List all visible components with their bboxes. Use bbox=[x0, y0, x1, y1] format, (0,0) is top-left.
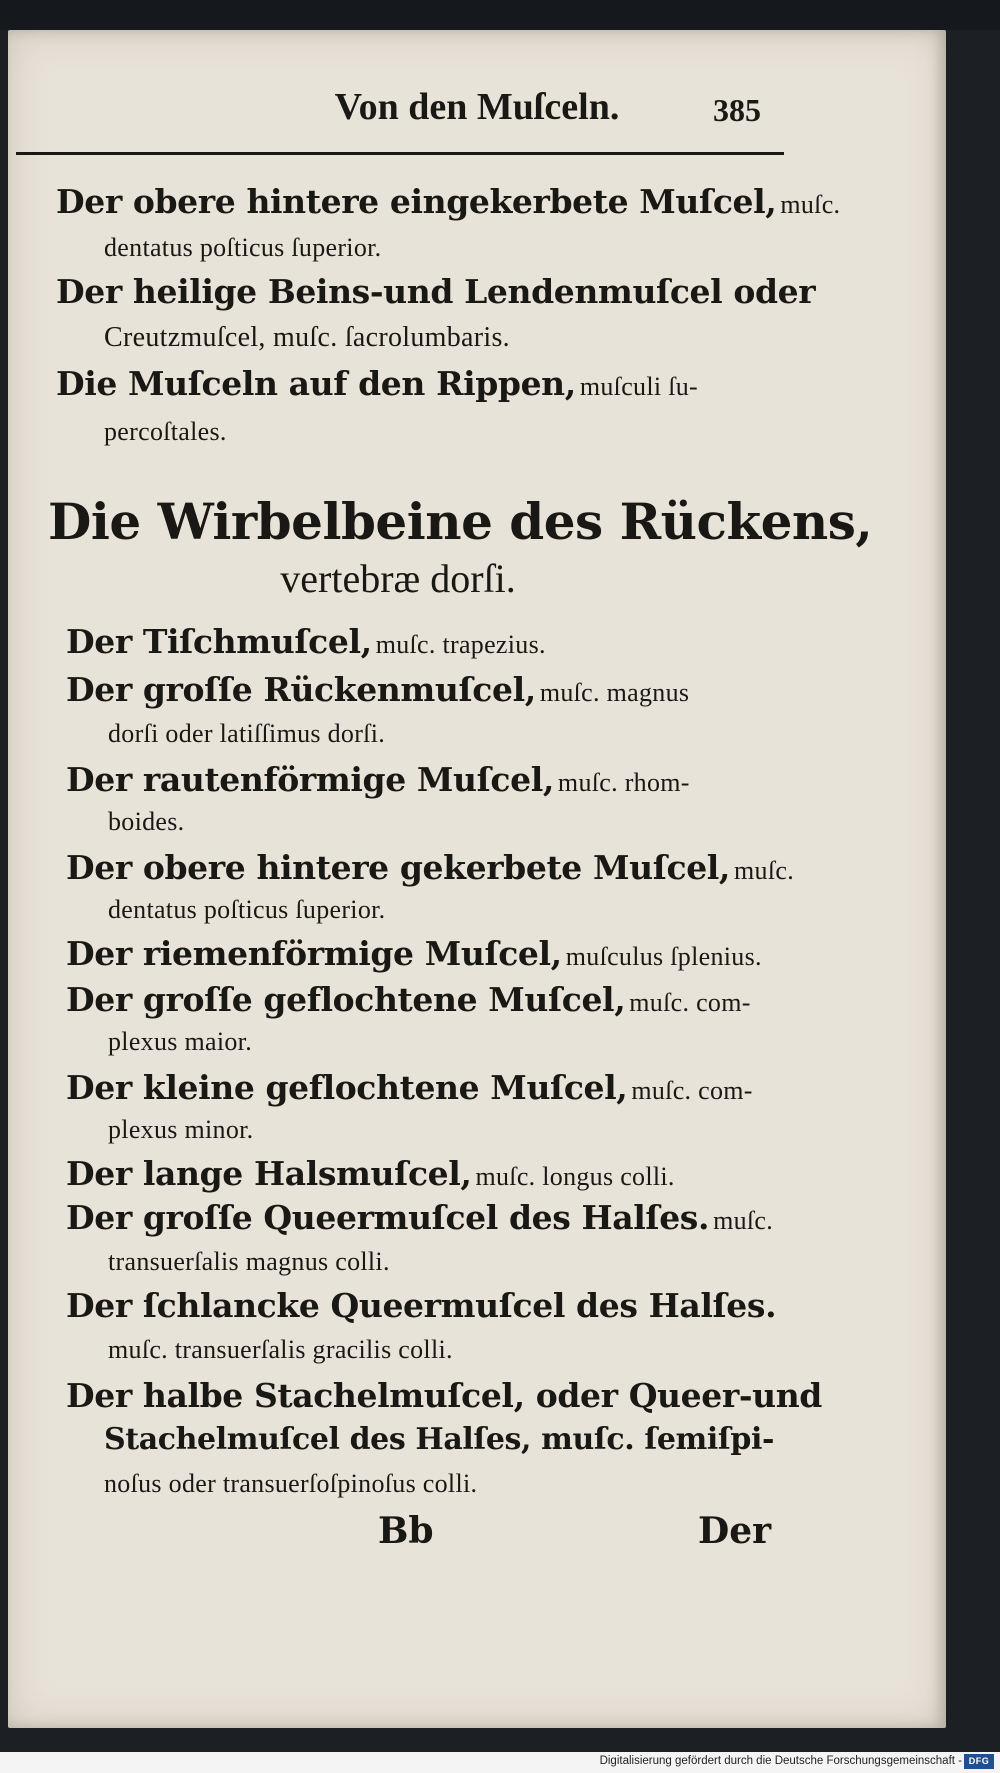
latin-term: muſc. com- bbox=[629, 988, 751, 1017]
german-term: Der obere hintere gekerbete Muſcel, bbox=[66, 848, 731, 887]
section-subtitle: vertebræ dorſi. bbox=[280, 556, 516, 601]
german-term: Der lange Halsmuſcel, bbox=[66, 1154, 472, 1193]
entry-line bbox=[66, 932, 762, 983]
entry-continuation: Stachelmuſcel des Halſes, muſc. ſemiſpi- bbox=[104, 1422, 775, 1457]
entry-continuation: dentatus poſticus ſuperior. bbox=[108, 895, 386, 924]
entry-continuation: plexus maior. bbox=[108, 1027, 252, 1056]
german-term: Der rautenförmige Muſcel, bbox=[66, 760, 554, 799]
german-term: Die Muſceln auf den Rippen, bbox=[56, 364, 576, 403]
latin-term: muſc. trapezius. bbox=[375, 630, 546, 659]
entry-line bbox=[56, 270, 815, 321]
dfg-logo: DFG bbox=[964, 1754, 994, 1769]
latin-term: muſc. bbox=[734, 856, 795, 885]
german-term: Der Tiſchmuſcel, bbox=[66, 622, 372, 661]
entry-line bbox=[104, 1418, 774, 1467]
entry-continuation: boides. bbox=[108, 807, 185, 836]
entry-line bbox=[66, 620, 546, 671]
latin-term: muſc. bbox=[713, 1206, 774, 1235]
running-head: Von den Muſceln. bbox=[334, 86, 620, 128]
entry-continuation: muſc. transuerſalis gracilis colli. bbox=[108, 1335, 453, 1364]
header-rule bbox=[16, 152, 784, 155]
scan-border-top bbox=[0, 0, 1000, 30]
entry-continuation: noſus oder transuerſoſpinoſus colli. bbox=[104, 1469, 478, 1498]
entry-continuation: transuerſalis magnus colli. bbox=[108, 1247, 390, 1276]
german-term: Der groſſe Rückenmuſcel, bbox=[66, 670, 536, 709]
german-term: Der groſſe Queermuſcel des Halſes. bbox=[66, 1198, 710, 1237]
entry-line bbox=[56, 362, 698, 413]
latin-term: muſculi ſu- bbox=[579, 372, 698, 401]
entry-line bbox=[66, 1196, 773, 1247]
book-page bbox=[8, 30, 946, 1728]
entry-continuation: Creutzmuſcel, muſc. ſacrolumbaris. bbox=[104, 322, 510, 353]
german-term: Der groſſe geflochtene Muſcel, bbox=[66, 980, 626, 1019]
section-title: Die Wirbelbeine des Rückens, bbox=[48, 492, 873, 551]
entry-continuation: percoſtales. bbox=[104, 417, 227, 446]
catchword: Der bbox=[698, 1510, 772, 1552]
latin-term: muſc. rhom- bbox=[557, 768, 690, 797]
entry-line bbox=[56, 180, 840, 231]
latin-term: muſc. longus colli. bbox=[475, 1162, 675, 1191]
latin-term: muſc. com- bbox=[631, 1076, 753, 1105]
page-number: 385 bbox=[713, 92, 761, 128]
footer-credit: Digitalisierung gefördert durch die Deutsche Forschungsgemeinschaft - bbox=[599, 1755, 962, 1767]
latin-term: muſculus ſplenius. bbox=[565, 942, 762, 971]
entry-line bbox=[66, 668, 689, 719]
signature-mark: Bb bbox=[378, 1510, 434, 1552]
latin-term: muſc. bbox=[780, 190, 841, 219]
german-term: Der kleine geflochtene Muſcel, bbox=[66, 1068, 628, 1107]
german-term: Der obere hintere eingekerbete Muſcel, bbox=[56, 182, 777, 221]
entry-continuation: dorſi oder latiſſimus dorſi. bbox=[108, 719, 386, 748]
entry-continuation: plexus minor. bbox=[108, 1115, 254, 1144]
entry-continuation: dentatus poſticus ſuperior. bbox=[104, 233, 382, 262]
german-term: Der riemenförmige Muſcel, bbox=[66, 934, 562, 973]
entry-line bbox=[66, 1284, 776, 1335]
german-term: Der ſchlancke Queermuſcel des Halſes. bbox=[66, 1286, 777, 1325]
entry-line bbox=[104, 316, 510, 364]
german-term: Der heilige Beins-und Lendenmuſcel oder bbox=[56, 272, 816, 311]
german-term: Der halbe Stachelmuſcel, oder Queer-und bbox=[66, 1376, 822, 1415]
latin-term: muſc. magnus bbox=[539, 678, 690, 707]
